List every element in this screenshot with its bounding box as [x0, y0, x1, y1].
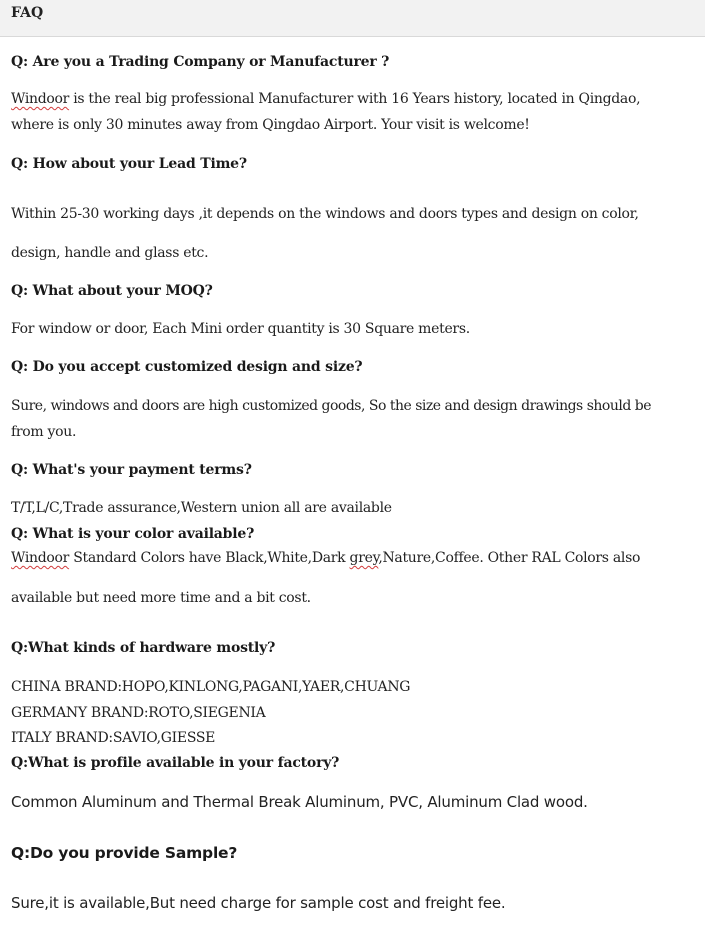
answer-text-rest: ,Nature,Coffee. Other RAL Colors also	[378, 550, 641, 566]
question-customized: Q: Do you accept customized design and size?	[11, 359, 363, 375]
answer-moq: For window or door, Each Mini order quantity is 30 Square meters.	[11, 321, 470, 337]
question-trading-company: Q: Are you a Trading Company or Manufacturer ?	[11, 54, 390, 70]
brand-name: Windoor	[11, 550, 70, 566]
answer-hardware-china: CHINA BRAND:HOPO,KINLONG,PAGANI,YAER,CHUANG	[11, 679, 411, 695]
page-title: FAQ	[11, 5, 44, 21]
answer-text: is the real big professional Manufacturer with 16 Years history, located in Qingdao,	[69, 91, 641, 107]
question-sample: Q:Do you provide Sample?	[11, 844, 238, 862]
answer-customized-line1: Sure, windows and doors are high customized goods, So the size and design drawings should be	[11, 398, 651, 414]
answer-text: Standard Colors have Black,White,Dark	[69, 550, 350, 566]
question-lead-time: Q: How about your Lead Time?	[11, 156, 247, 172]
answer-color-line2: available but need more time and a bit cost.	[11, 590, 311, 606]
answer-trading-company-line1	[11, 91, 640, 107]
brand-name: Windoor	[11, 91, 70, 107]
answer-color-line1	[11, 550, 640, 566]
answer-lead-time-line1: Within 25-30 working days ,it depends on the windows and doors types and design on color,	[11, 206, 639, 222]
answer-customized-line2: from you.	[11, 424, 77, 440]
answer-payment: T/T,L/C,Trade assurance,Western union all are available	[11, 500, 392, 516]
question-moq: Q: What about your MOQ?	[11, 283, 213, 299]
answer-sample: Sure,it is available,But need charge for sample cost and freight fee.	[11, 894, 506, 912]
answer-hardware-italy: ITALY BRAND:SAVIO,GIESSE	[11, 730, 216, 746]
question-payment: Q: What's your payment terms?	[11, 462, 252, 478]
question-color: Q: What is your color available?	[11, 526, 255, 542]
faq-header	[0, 0, 705, 37]
question-profile: Q:What is profile available in your factory?	[11, 755, 340, 771]
grey-word: grey	[349, 550, 379, 566]
answer-hardware-germany: GERMANY BRAND:ROTO,SIEGENIA	[11, 705, 266, 721]
answer-trading-company-line2: where is only 30 minutes away from Qingdao Airport. Your visit is welcome!	[11, 117, 530, 133]
answer-profile: Common Aluminum and Thermal Break Aluminum, PVC, Aluminum Clad wood.	[11, 793, 588, 811]
question-hardware: Q:What kinds of hardware mostly?	[11, 640, 276, 656]
answer-lead-time-line2: design, handle and glass etc.	[11, 245, 209, 261]
